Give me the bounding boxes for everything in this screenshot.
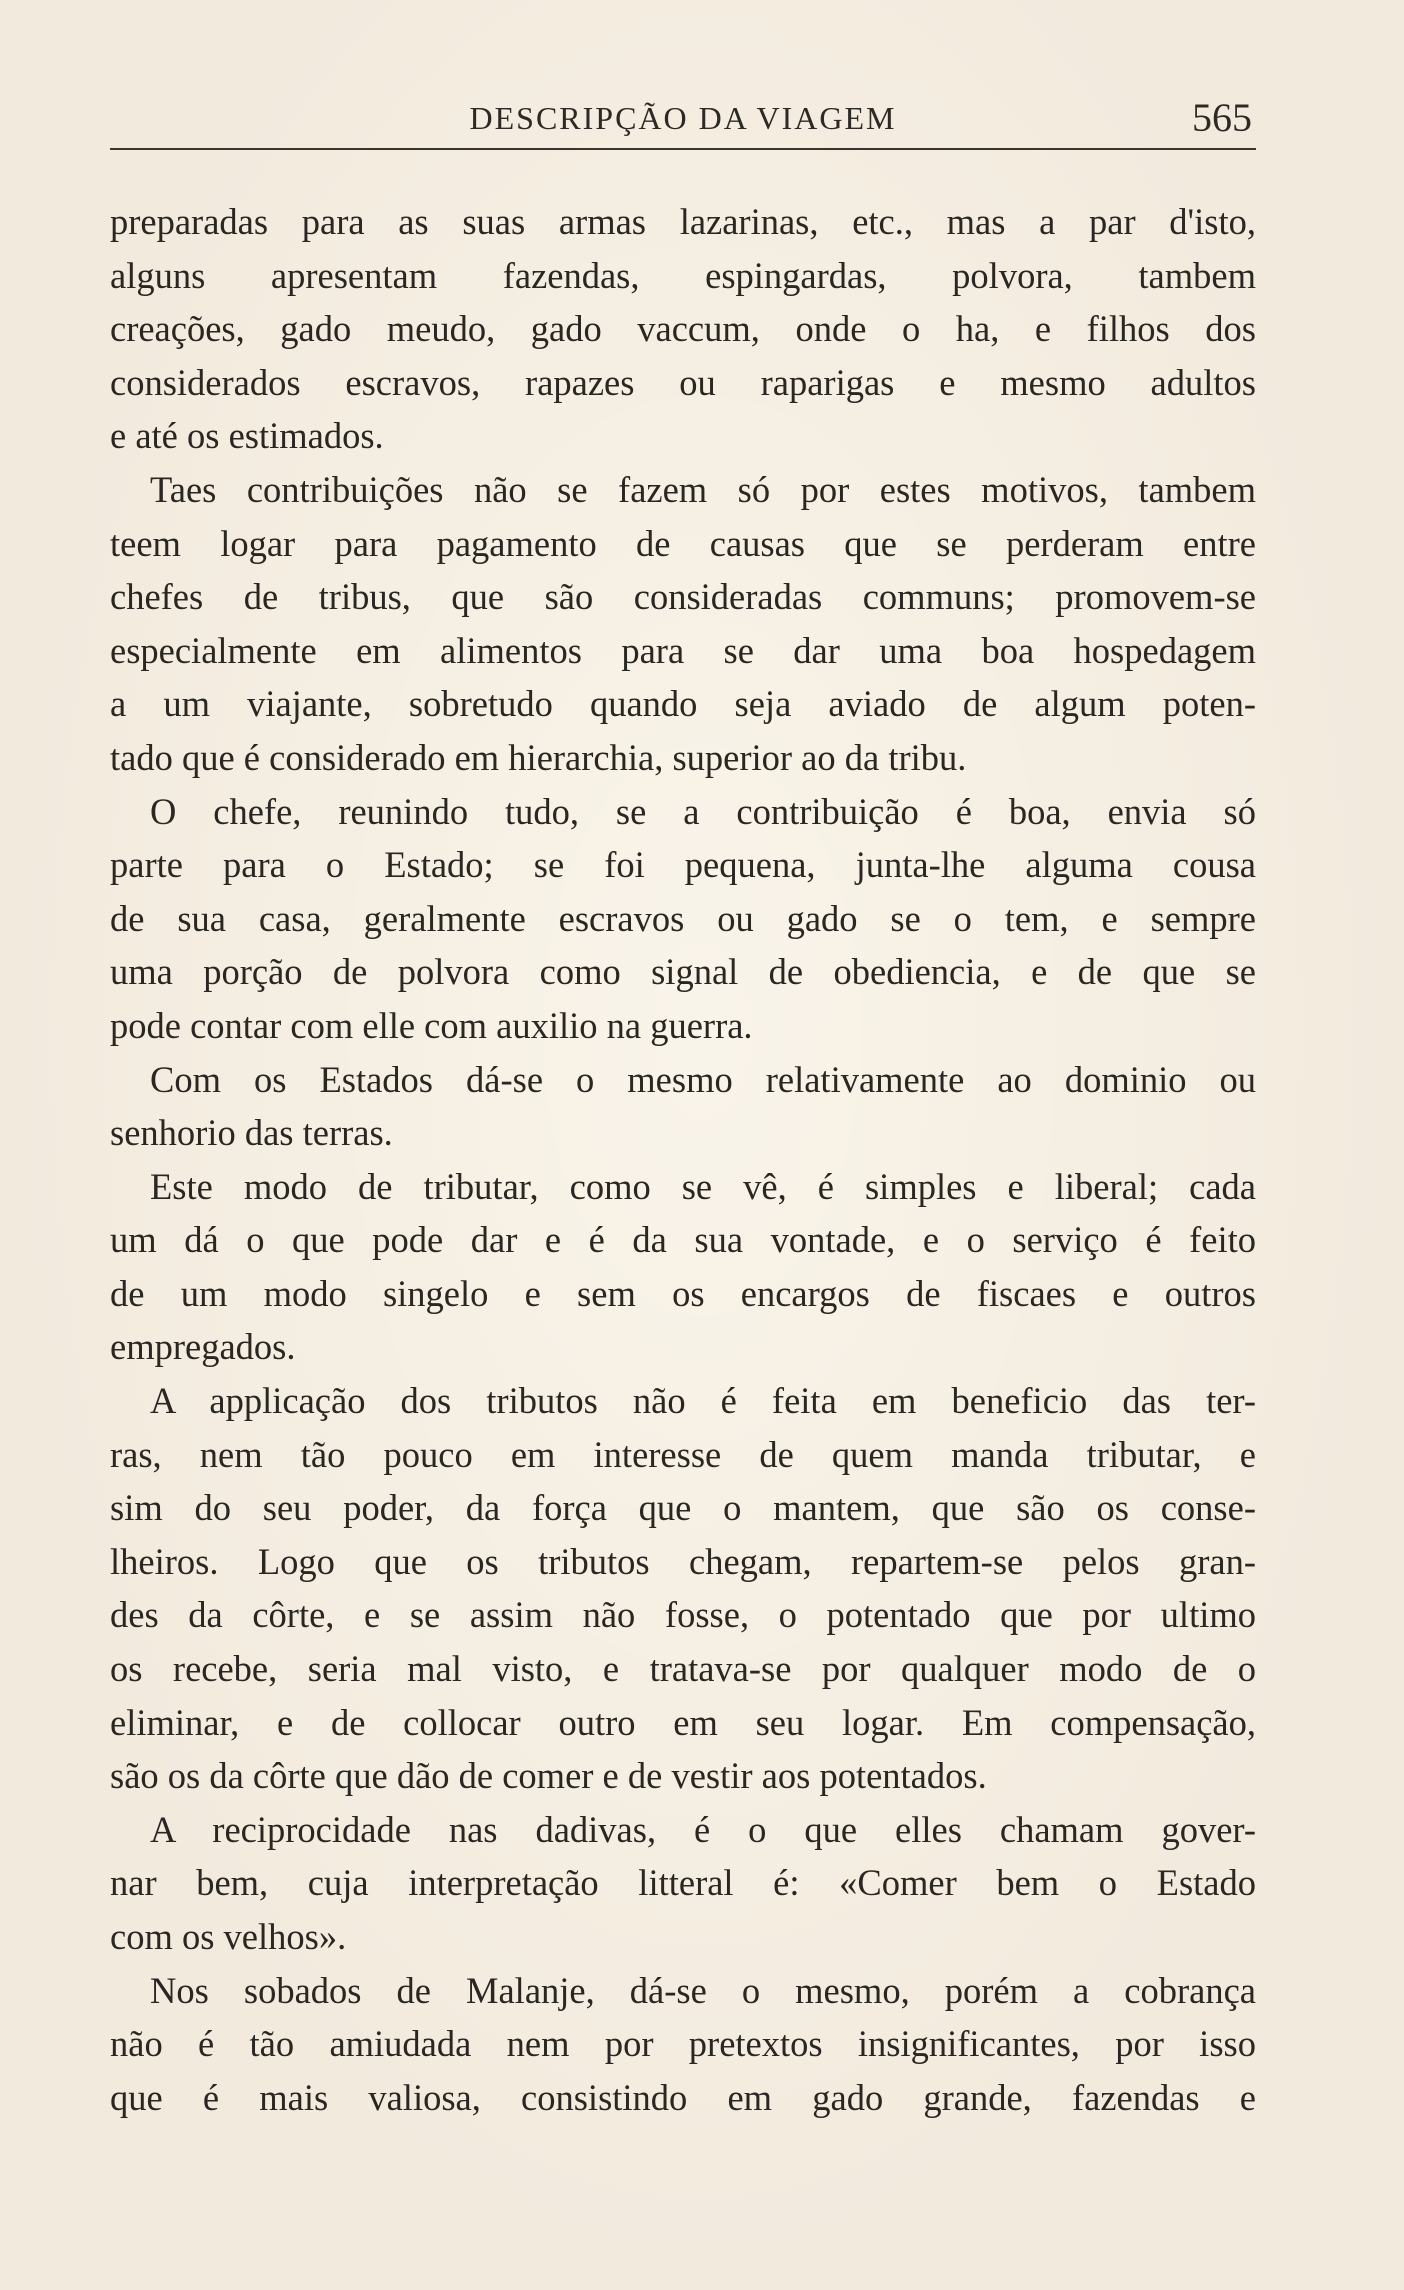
text-line: a um viajante, sobretudo quando seja aviado de algum poten- [110,683,1256,725]
text-line: um dá o que pode dar e é da sua vontade, e o serviço é feito [110,1219,1256,1261]
text-line: creações, gado meudo, gado vaccum, onde o ha, e filhos dos [110,308,1256,350]
page-number: 565 [1192,95,1252,140]
text-line: senhorio das terras. [110,1112,393,1154]
text-line: uma porção de polvora como signal de obediencia, e de que se [110,951,1256,993]
text-line: que é mais valiosa, consistindo em gado grande, fazendas e [110,2076,1256,2118]
text-line: preparadas para as suas armas lazarinas, etc., mas a par d'isto, [110,201,1256,242]
text-line: de sua casa, geralmente escravos ou gado se o tem, e sempre [110,897,1256,939]
text-line: A applicação dos tributos não é feita em beneficio das ter- [150,1380,1256,1422]
text-line: Com os Estados dá-se o mesmo relativamente ao dominio ou [150,1058,1256,1100]
text-line: empregados. [110,1326,296,1368]
text-line: teem logar para pagamento de causas que se perderam entre [110,522,1256,564]
text-line: des da côrte, e se assim não fosse, o potentado que por ultimo [110,1594,1256,1636]
text-line: pode contar com elle com auxilio na guerra. [110,1004,753,1046]
text-line: ras, nem tão pouco em interesse de quem manda tributar, e [110,1433,1256,1475]
text-line: nar bem, cuja interpretação litteral é: «Comer bem o Estado [110,1862,1256,1904]
text-line: parte para o Estado; se foi pequena, junta-lhe alguma cousa [110,844,1256,886]
text-line: eliminar, e de collocar outro em seu logar. Em compensação, [110,1701,1256,1743]
text-line: Taes contribuições não se fazem só por estes motivos, tambem [150,468,1256,510]
text-line: e até os estimados. [110,415,384,457]
body-text [110,195,1256,2124]
header-rule [110,148,1256,150]
text-line: O chefe, reunindo tudo, se a contribuição é boa, envia só [150,790,1256,832]
text-line: Este modo de tributar, como se vê, é simples e liberal; cada [150,1165,1256,1207]
text-line: chefes de tribus, que são consideradas communs; promovem-se [110,576,1256,618]
text-line: especialmente em alimentos para se dar uma boa hospedagem [110,629,1256,671]
text-line: com os velhos». [110,1916,347,1957]
text-line: lheiros. Logo que os tributos chegam, repartem-se pelos gran- [110,1540,1256,1582]
text-line: A reciprocidade nas dadivas, é o que elles chamam gover- [150,1808,1256,1850]
running-title: DESCRIPÇÃO DA VIAGEM [469,100,897,136]
text-line: não é tão amiudada nem por pretextos insignificantes, por isso [110,2023,1256,2065]
text-line: são os da côrte que dão de comer e de vestir aos potentados. [110,1755,987,1797]
text-line: alguns apresentam fazendas, espingardas, polvora, tambem [110,254,1256,296]
text-line: sim do seu poder, da força que o mantem, que são os conse- [110,1487,1256,1529]
text-line: Nos sobados de Malanje, dá-se o mesmo, porém a cobrança [150,1969,1256,2011]
text-line: considerados escravos, rapazes ou raparigas e mesmo adultos [110,361,1256,403]
text-line: tado que é considerado em hierarchia, superior ao da tribu. [110,736,967,778]
running-header [110,92,1256,142]
text-line: de um modo singelo e sem os encargos de fiscaes e outros [110,1272,1256,1314]
text-line: os recebe, seria mal visto, e tratava-se por qualquer modo de o [110,1648,1256,1690]
